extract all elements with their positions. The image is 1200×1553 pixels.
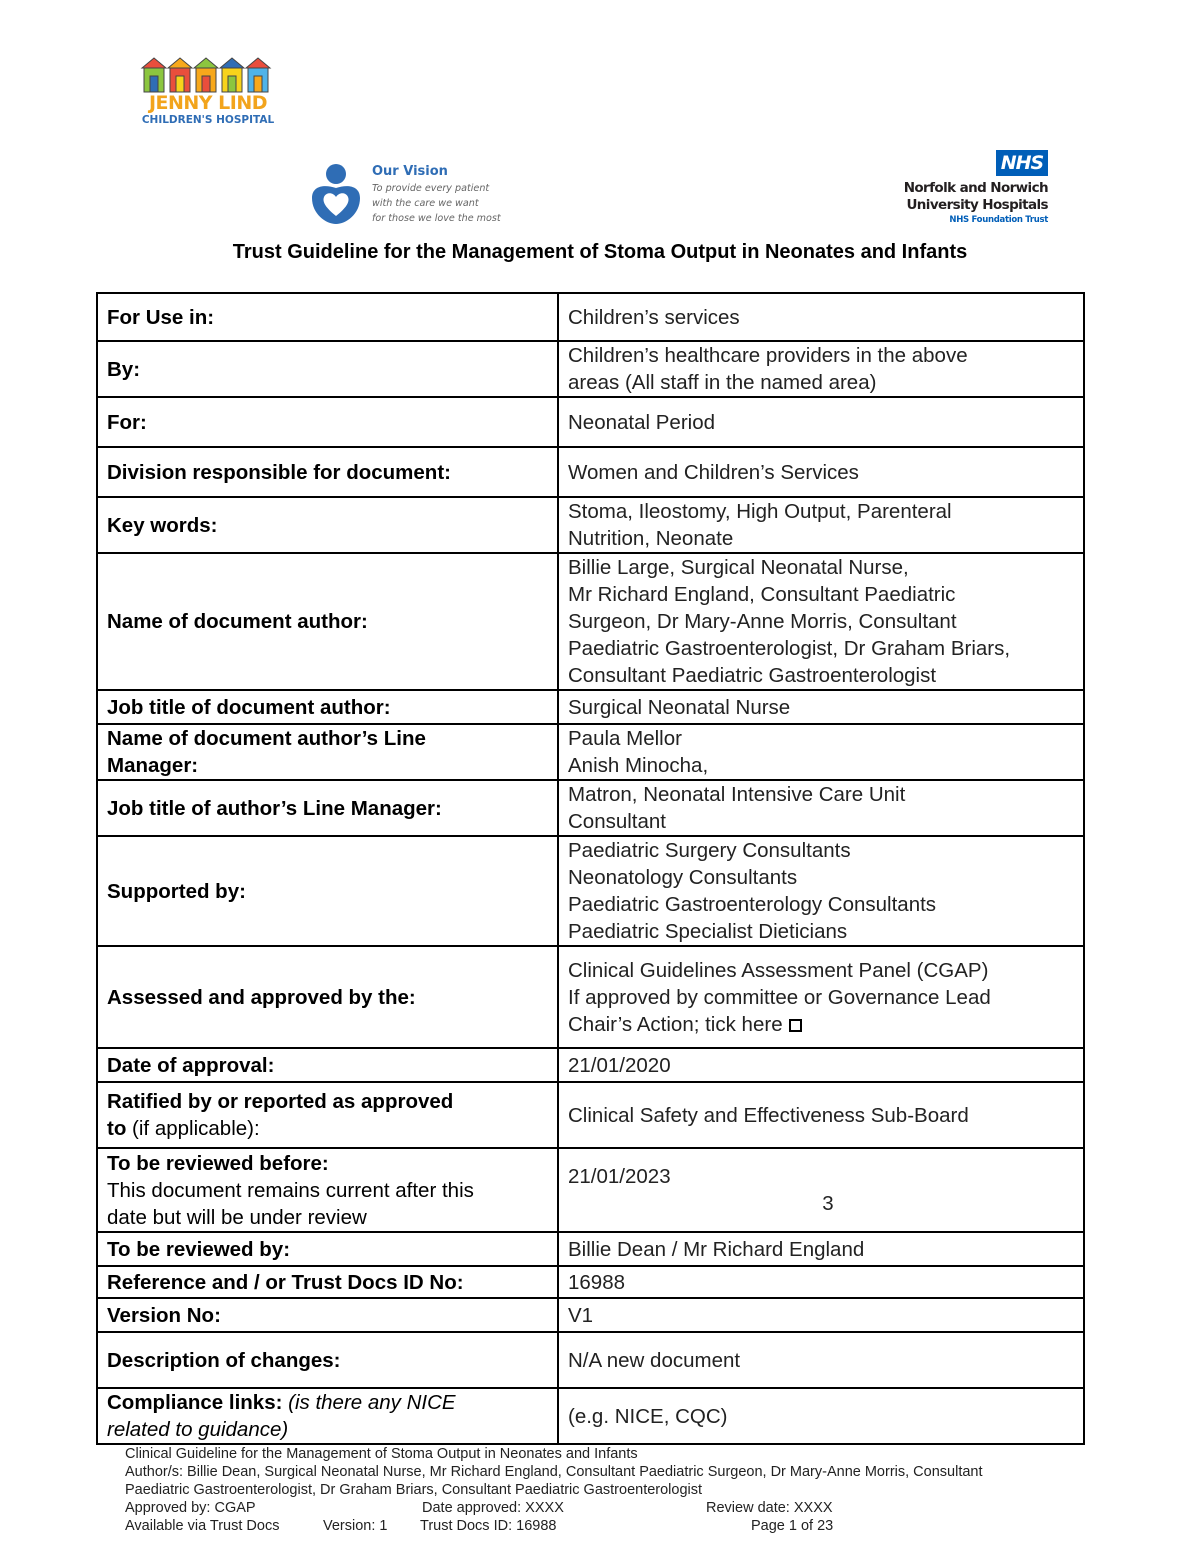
table-row — [97, 341, 1084, 397]
value-line-manager: Paula Mellor Anish Minocha, — [558, 724, 1084, 780]
footer-title: Clinical Guideline for the Management of Stoma Output in Neonates and Infants — [125, 1446, 638, 1462]
label-changes: Description of changes: — [97, 1332, 558, 1388]
table-row — [97, 780, 1084, 836]
nhs-foundation-trust: NHS Foundation Trust — [949, 215, 1048, 225]
value-date-approval: 21/01/2020 — [558, 1048, 1084, 1082]
value-review-before: 21/01/2023 3 — [558, 1148, 1084, 1232]
footer-available: Available via Trust Docs — [125, 1518, 280, 1534]
review-extra-number: 3 — [822, 1192, 834, 1215]
label-supported-by: Supported by: — [97, 836, 558, 946]
value-for-use-in: Children’s services — [558, 293, 1084, 341]
vision-title: Our Vision — [372, 164, 448, 179]
value-author: Billie Large, Surgical Neonatal Nurse, Mr Richard England, Consultant Paediatric Surgeon, Dr Mary-Anne Morris, Consultant Paediatric Gastroenterologist, Dr Graham Briars, Consultant Paediatric Gastroenterologist — [558, 553, 1084, 690]
table-row — [97, 1082, 1084, 1148]
table-row — [97, 553, 1084, 690]
nhs-trust-name-1: Norfolk and Norwich — [903, 180, 1048, 196]
table-row — [97, 1298, 1084, 1332]
label-reference: Reference and / or Trust Docs ID No: — [97, 1266, 558, 1298]
table-row — [97, 1388, 1084, 1444]
label-for-use-in: For Use in: — [97, 293, 558, 341]
document-info-table — [96, 292, 1085, 1445]
label-line-manager: Name of document author’s Line Manager: — [97, 724, 558, 780]
label-assessed: Assessed and approved by the: — [97, 946, 558, 1048]
label-version: Version No: — [97, 1298, 558, 1332]
document-title: Trust Guideline for the Management of Stoma Output in Neonates and Infants — [232, 241, 968, 263]
table-row — [97, 1266, 1084, 1298]
footer-version: Version: 1 — [323, 1518, 388, 1534]
table-row — [97, 1332, 1084, 1388]
footer-approved-by: Approved by: CGAP — [125, 1500, 256, 1516]
label-date-approval: Date of approval: — [97, 1048, 558, 1082]
label-compliance: Compliance links: (is there any NICE related to guidance) — [97, 1388, 558, 1444]
label-job-title: Job title of document author: — [97, 690, 558, 724]
value-compliance: (e.g. NICE, CQC) — [558, 1388, 1084, 1444]
label-reviewed-by: To be reviewed by: — [97, 1232, 558, 1266]
table-row — [97, 946, 1084, 1048]
footer-approval-row — [125, 1499, 1085, 1517]
table-row — [97, 836, 1084, 946]
nhs-trust-name-2: University Hospitals — [906, 197, 1048, 213]
table-row — [97, 293, 1084, 341]
our-vision-logo — [306, 162, 506, 228]
page-footer — [125, 1445, 1085, 1535]
footer-review-date: Review date: XXXX — [706, 1500, 833, 1516]
value-supported-by: Paediatric Surgery Consultants Neonatology Consultants Paediatric Gastroenterology Consultants Paediatric Specialist Dieticians — [558, 836, 1084, 946]
value-assessed: Clinical Guidelines Assessment Panel (CGAP) If approved by committee or Governance Lead Chair’s Action; tick here — [558, 946, 1084, 1048]
table-row — [97, 724, 1084, 780]
table-row — [97, 1048, 1084, 1082]
label-ratified: Ratified by or reported as approved to (if applicable): — [97, 1082, 558, 1148]
table-row — [97, 1232, 1084, 1266]
value-changes: N/A new document — [558, 1332, 1084, 1388]
table-row — [97, 397, 1084, 447]
value-key-words: Stoma, Ileostomy, High Output, Parenteral Nutrition, Neonate — [558, 497, 1084, 553]
footer-page-number: Page 1 of 23 — [751, 1518, 834, 1534]
label-review-before: To be reviewed before: This document remains current after this date but will be under review — [97, 1148, 558, 1232]
label-line-manager-title: Job title of author’s Line Manager: — [97, 780, 558, 836]
value-version: V1 — [558, 1298, 1084, 1332]
footer-trust-docs-id: Trust Docs ID: 16988 — [420, 1518, 557, 1534]
nhs-logo — [900, 150, 1048, 230]
value-ratified: Clinical Safety and Effectiveness Sub-Board — [558, 1082, 1084, 1148]
value-by: Children’s healthcare providers in the above areas (All staff in the named area) — [558, 341, 1084, 397]
label-key-words: Key words: — [97, 497, 558, 553]
footer-date-approved: Date approved: XXXX — [422, 1500, 564, 1516]
label-division: Division responsible for document: — [97, 447, 558, 497]
value-division: Women and Children’s Services — [558, 447, 1084, 497]
value-for: Neonatal Period — [558, 397, 1084, 447]
value-job-title: Surgical Neonatal Nurse — [558, 690, 1084, 724]
footer-authors-2: Paediatric Gastroenterologist, Dr Graham Briars, Consultant Paediatric Gastroenterologist — [125, 1482, 703, 1498]
jenny-lind-logo — [138, 56, 278, 130]
heart-person-icon — [306, 162, 366, 228]
table-row — [97, 447, 1084, 497]
footer-authors-1: Author/s: Billie Dean, Surgical Neonatal Nurse, Mr Richard England, Consultant Paediatric Surgeon, Dr Mary-Anne Morris, Consultant — [125, 1464, 983, 1480]
label-by: By: — [97, 341, 558, 397]
nhs-badge: NHS — [996, 150, 1048, 176]
value-line-manager-title: Matron, Neonatal Intensive Care Unit Consultant — [558, 780, 1084, 836]
jenny-lind-name: JENNY LIND — [148, 92, 268, 114]
beach-huts-icon — [140, 56, 274, 94]
table-row — [97, 1148, 1084, 1232]
tick-checkbox[interactable] — [789, 1019, 802, 1032]
table-row — [97, 690, 1084, 724]
vision-text: To provide every patient with the care we want for those we love the most — [372, 183, 501, 224]
label-for: For: — [97, 397, 558, 447]
jenny-lind-subtitle: CHILDREN'S HOSPITAL — [141, 114, 275, 126]
footer-info-row — [125, 1517, 1085, 1535]
label-author: Name of document author: — [97, 553, 558, 690]
value-reference: 16988 — [558, 1266, 1084, 1298]
table-row — [97, 497, 1084, 553]
value-reviewed-by: Billie Dean / Mr Richard England — [558, 1232, 1084, 1266]
